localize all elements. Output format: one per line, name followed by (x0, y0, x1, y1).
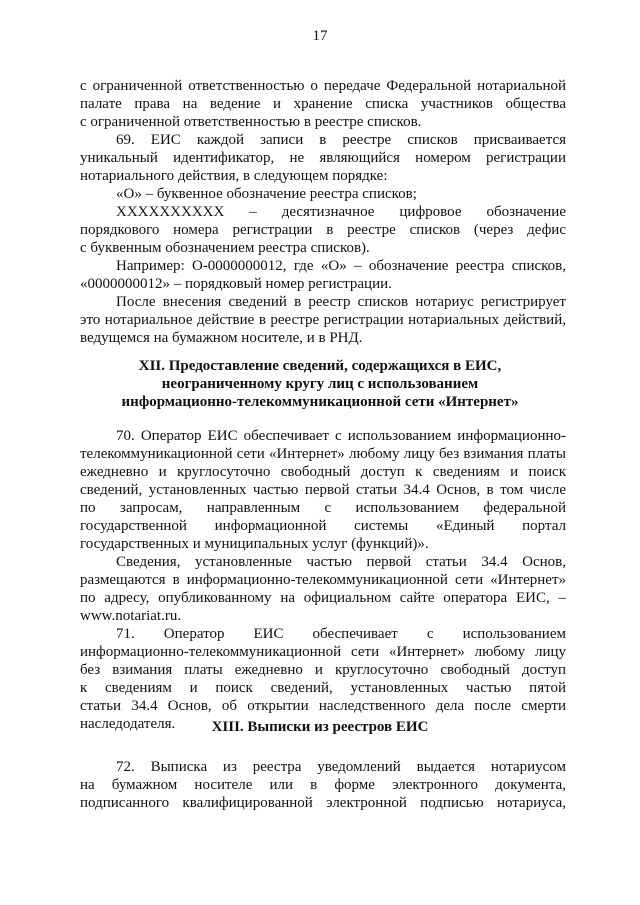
text-line: 72. Выписка из реестра уведомлений выдается нотариусом (116, 759, 566, 775)
text-block (80, 77, 566, 347)
text-line: телекоммуникационной сети «Интернет» любому лицу без взимания платы (80, 446, 566, 462)
section-heading (0, 718, 640, 736)
text-line: сведений, установленных частью первой статьи 34.4 Основ, в том числе (80, 482, 566, 498)
heading-line: информационно-телекоммуникационной сети «Интернет» (121, 394, 519, 410)
text-line: 70. Оператор ЕИС обеспечивает с использованием информационно- (116, 428, 566, 444)
text-line: После внесения сведений в реестр списков нотариус регистрирует (116, 294, 566, 310)
text-line: по запросам, направленным с использованием федеральной (80, 500, 566, 516)
text-line: на бумажном носителе или в форме электронного документа, (80, 777, 566, 793)
text-line: с ограниченной ответственностью о передаче Федеральной нотариальной (80, 78, 566, 94)
text-line: государственных и муниципальных услуг (функций)». (80, 536, 429, 552)
text-line: с буквенным обозначением реестра списков). (80, 240, 370, 256)
text-line: «О» – буквенное обозначение реестра списков; (116, 186, 417, 202)
text-line: статьи 34.4 Основ, об открытии наследственного дела после смерти (80, 698, 566, 714)
heading-line: XII. Предоставление сведений, содержащихся в ЕИС, (138, 358, 502, 374)
text-line: к сведениям и поиск сведений, установленных частью пятой (80, 680, 566, 696)
text-line: подписанного квалифицированной электронной подписью нотариуса, (80, 795, 566, 811)
text-line: ежедневно и круглосуточно свободный доступ к сведениям и поиск (80, 464, 566, 480)
text-line: размещаются в информационно-телекоммуникационной сети «Интернет» (80, 572, 566, 588)
page-number: 17 (312, 28, 328, 44)
text-line: «0000000012» – порядковый номер регистрации. (80, 276, 392, 292)
text-line: XXXXXXXXXX – десятизначное цифровое обозначение (116, 204, 566, 220)
text-line: нотариального действия, в следующем порядке: (80, 168, 388, 184)
text-line: наследодателя. (80, 716, 176, 732)
text-line: информационно-телекоммуникационной сети «Интернет» любому лицу (80, 644, 566, 660)
heading-line: XIII. Выписки из реестров ЕИС (211, 719, 429, 735)
text-line: 69. ЕИС каждой записи в реестре списков присваивается (116, 132, 566, 148)
text-line: палате права на ведение и хранение списка участников общества (80, 96, 566, 112)
text-block (80, 427, 566, 733)
text-line: 71. Оператор ЕИС обеспечивает с использованием (116, 626, 566, 642)
text-line: государственной информационной системы «Единый портал (80, 518, 566, 534)
text-line: Например: О-0000000012, где «О» – обозначение реестра списков, (116, 258, 566, 274)
section-heading (0, 357, 640, 411)
text-line: по адресу, опубликованному на официальном сайте оператора ЕИС, – (80, 590, 566, 606)
text-line: без взимания платы ежедневно и круглосуточно свободный доступ (80, 662, 566, 678)
text-line: с ограниченной ответственностью в реестре списков. (80, 114, 422, 130)
text-line: www.notariat.ru. (80, 608, 182, 624)
text-line: уникальный идентификатор, не являющийся номером регистрации (80, 150, 566, 166)
text-line: ведущемся на бумажном носителе, и в РНД. (80, 330, 363, 346)
text-line: Сведения, установленные частью первой статьи 34.4 Основ, (116, 554, 566, 570)
heading-line: неограниченному кругу лиц с использованием (161, 376, 479, 392)
text-line: порядкового номера регистрации в реестре списков (через дефис (80, 222, 566, 238)
text-block (80, 758, 566, 812)
text-line: это нотариальное действие в реестре регистрации нотариальных действий, (80, 312, 566, 328)
